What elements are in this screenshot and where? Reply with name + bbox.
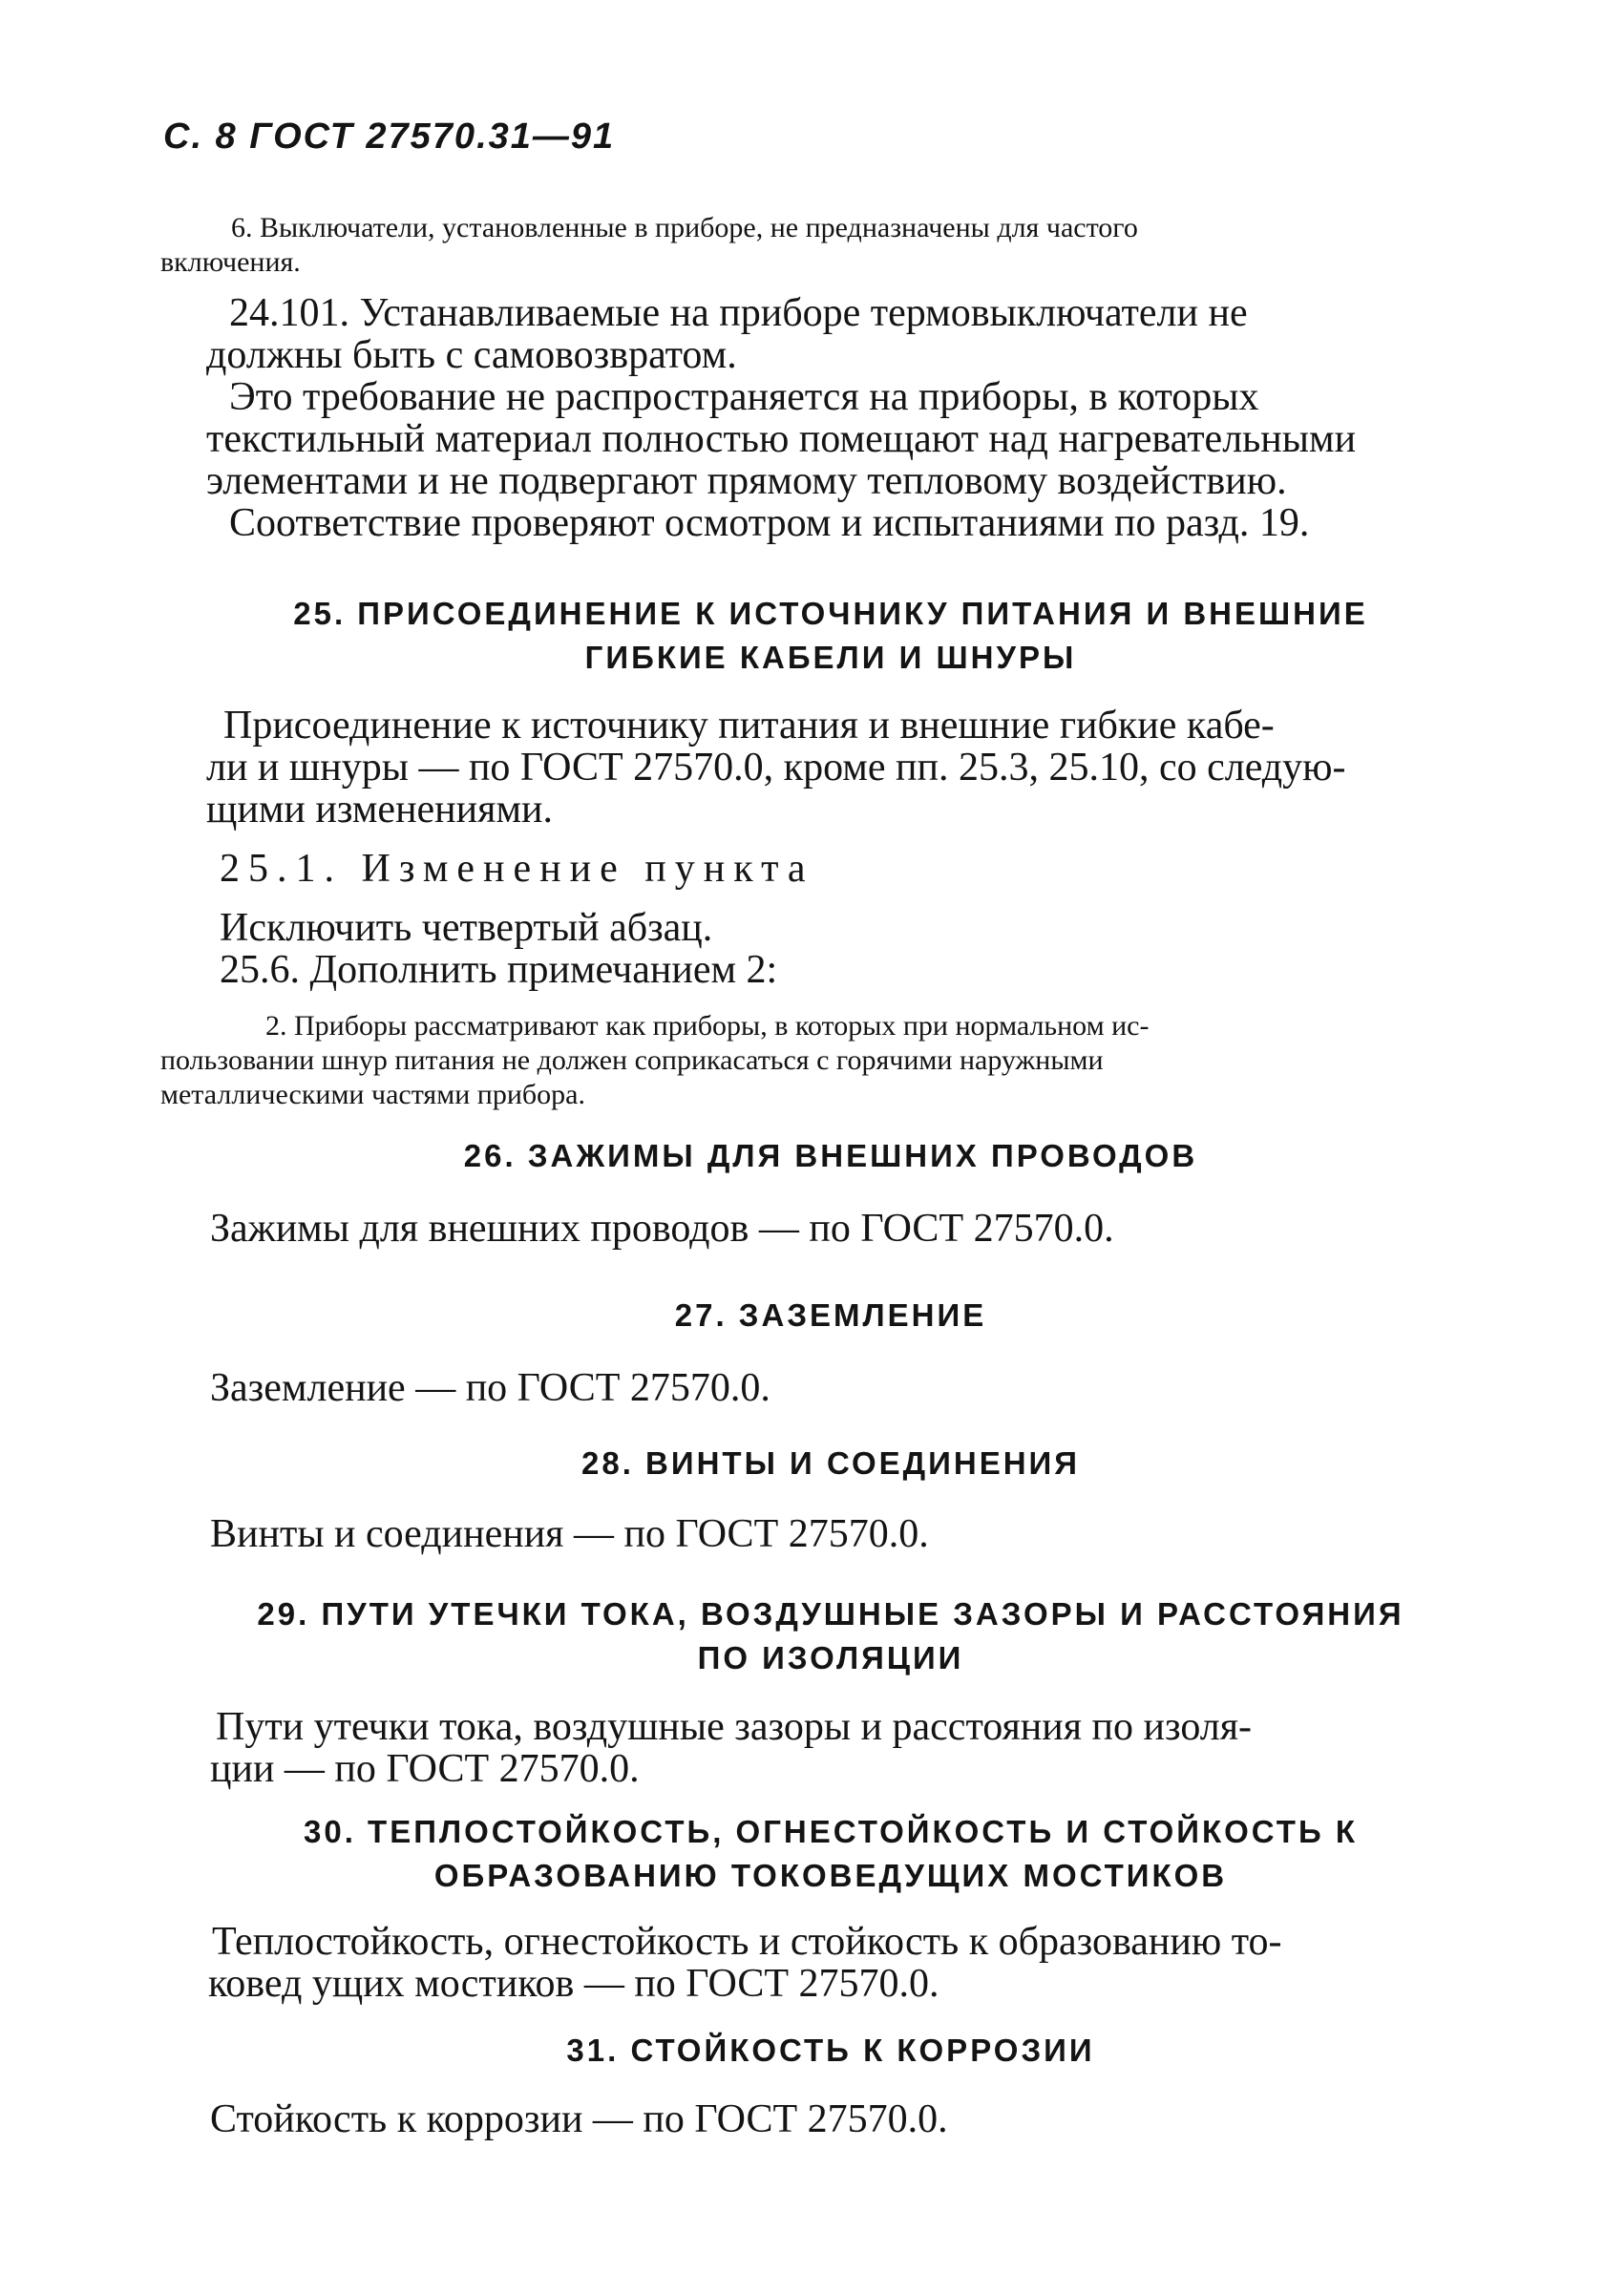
clause-24-101-line-2: должны быть с самовозвратом. [206, 333, 737, 377]
section-29-heading-line-2: ПО ИЗОЛЯЦИИ [697, 1640, 964, 1675]
item-25-6: 25.6. Дополнить примечанием 2: [220, 948, 778, 992]
note-6 [160, 211, 1470, 280]
page-header: С. 8 ГОСТ 27570.31—91 [163, 116, 616, 157]
note-2-line-3: металлическими частями прибора. [160, 1079, 585, 1110]
clause-24-101-line-4: текстильный материал полностью помещают над нагревательными [206, 417, 1357, 461]
section-26-heading: 26. ЗАЖИМЫ ДЛЯ ВНЕШНИХ ПРОВОДОВ [463, 1138, 1198, 1173]
clause-24-101-line-6: Соответствие проверяют осмотром и испытаниями по разд. 19. [229, 501, 1310, 545]
section-30-heading-line-1: 30. ТЕПЛОСТОЙКОСТЬ, ОГНЕСТОЙКОСТЬ И СТОЙКОСТЬ К [304, 1814, 1358, 1849]
clause-24-101-line-5: элементами и не подвергают прямому тепловому воздействию. [206, 459, 1287, 503]
section-25-text-line-1: Присоединение к источнику питания и внешние гибкие кабе- [223, 704, 1275, 748]
item-25-1: 25.1. Изменение пункта [220, 847, 814, 891]
section-30-heading [172, 1810, 1489, 1898]
note-2-line-2: пользовании шнур питания не должен соприкасаться с горячими наружными [160, 1044, 1104, 1076]
section-30-text-line-1: Теплостойкость, огнестойкость и стойкость к образованию то- [212, 1920, 1282, 1964]
clause-24-101-line-3: Это требование не распространяется на приборы, в которых [229, 375, 1259, 419]
section-30-text-line-2: ковед ущих мостиков — по ГОСТ 27570.0. [208, 1962, 939, 2006]
section-30-text [208, 1920, 1476, 2006]
section-28-text: Винты и соединения — по ГОСТ 27570.0. [210, 1512, 929, 1556]
section-25-heading-line-2: ГИБКИЕ КАБЕЛИ И ШНУРЫ [584, 640, 1077, 675]
section-29-heading [172, 1592, 1489, 1680]
note-2-line-1: 2. Приборы рассматривают как приборы, в которых при нормальном ис- [265, 1010, 1150, 1042]
section-29-text-line-2: ции — по ГОСТ 27570.0. [210, 1747, 640, 1791]
clause-24-101 [206, 291, 1476, 545]
section-31-heading: 31. СТОЙКОСТЬ К КОРРОЗИИ [566, 2033, 1095, 2068]
section-28-heading: 28. ВИНТЫ И СОЕДИНЕНИЯ [581, 1445, 1080, 1481]
section-25-heading [172, 592, 1489, 680]
section-27-heading: 27. ЗАЗЕМЛЕНИЕ [674, 1297, 987, 1333]
section-25-heading-line-1: 25. ПРИСОЕДИНЕНИЕ К ИСТОЧНИКУ ПИТАНИЯ И ВНЕШНИЕ [293, 596, 1368, 631]
item-25-1-instruction: Исключить четвертый абзац. 25.6. Дополнить примечанием 2: [216, 907, 1476, 991]
note-6-line-2: включения. [160, 246, 301, 278]
section-30-heading-line-2: ОБРАЗОВАНИЮ ТОКОВЕДУЩИХ МОСТИКОВ [433, 1858, 1228, 1893]
section-29-text [210, 1705, 1476, 1791]
note-6-line-1: 6. Выключатели, установленные в приборе, не предназначены для частого [231, 212, 1138, 243]
section-27-text: Заземление — по ГОСТ 27570.0. [210, 1366, 770, 1410]
section-26-text: Зажимы для внешних проводов — по ГОСТ 27570.0. [210, 1207, 1114, 1251]
section-31-text: Стойкость к коррозии — по ГОСТ 27570.0. [210, 2097, 948, 2141]
note-2 [160, 1009, 1470, 1112]
section-29-heading-line-1: 29. ПУТИ УТЕЧКИ ТОКА, ВОЗДУШНЫЕ ЗАЗОРЫ И РАССТОЯНИЯ [257, 1596, 1404, 1632]
section-25-text [206, 704, 1476, 832]
clause-24-101-line-1: 24.101. Устанавливаемые на приборе термовыключатели не [229, 291, 1248, 335]
section-29-text-line-1: Пути утечки тока, воздушные зазоры и расстояния по изоля- [216, 1705, 1253, 1749]
section-25-text-line-2: ли и шнуры — по ГОСТ 27570.0, кроме пп. 25.3, 25.10, со следую- [206, 746, 1346, 790]
section-25-text-line-3: щими изменениями. [206, 788, 554, 832]
